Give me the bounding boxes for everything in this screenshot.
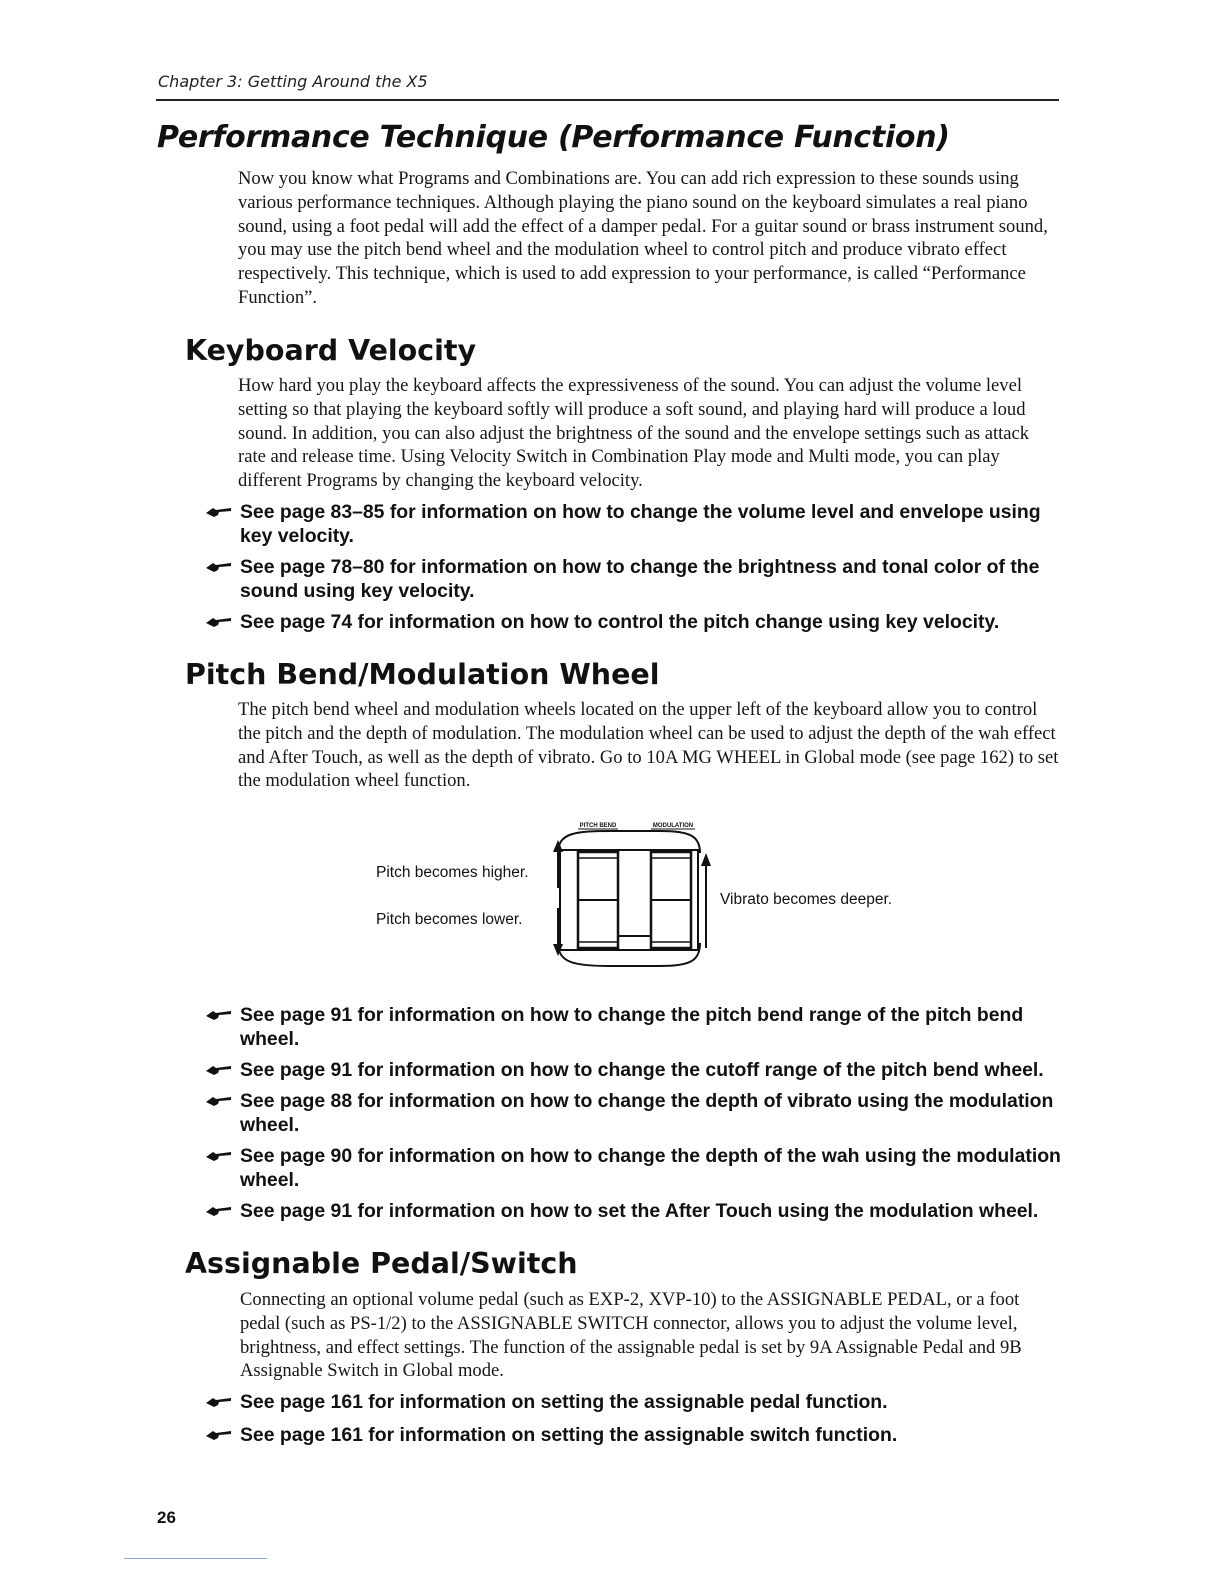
pointing-hand-icon	[205, 1201, 233, 1221]
reference-text: See page 91 for information on how to change the pitch bend range of the pitch bend wheel.	[240, 1004, 1024, 1050]
pointing-hand-icon	[205, 557, 233, 577]
reference-note	[205, 1199, 1065, 1223]
reference-note	[205, 1003, 1065, 1051]
reference-note	[205, 1423, 1065, 1447]
reference-text: See page 91 for information on how to set the After Touch using the modulation wheel.	[240, 1200, 1039, 1222]
pitch-bend-paragraph: The pitch bend wheel and modulation wheels located on the upper left of the keyboard allow you to control the pitch and the depth of modulation. The modulation wheel can be used to adjust the depth of the wah effect and After Touch, as well as the depth of vibrato. Go to 10A MG WHEEL in Global mode (see page 162) to set the modulation wheel function.	[238, 699, 1059, 792]
reference-note	[205, 1390, 1065, 1414]
pitch-higher-label: Pitch becomes higher.	[376, 864, 529, 881]
reference-text: See page 90 for information on how to change the depth of the wah using the modulation wheel.	[240, 1145, 1061, 1191]
vibrato-deeper-label: Vibrato becomes deeper.	[720, 891, 893, 908]
pointing-hand-icon	[205, 1060, 233, 1080]
intro-paragraph: Now you know what Programs and Combinations are. You can add rich expression to these sounds using various performance techniques. Although playing the piano sound on the keyboard simulates a real piano sound, using a foot pedal will add the effect of a damper pedal. For a guitar sound or brass instrument sound, you may use the pitch bend wheel and the modulation wheel to control pitch and produce vibrato effect respectively. This technique, which is used to add expression to your performance, is called “Performance Function”.	[238, 168, 1048, 308]
reference-note	[205, 610, 1065, 634]
pointing-hand-icon	[205, 502, 233, 522]
reference-text: See page 83–85 for information on how to change the volume level and envelope using key velocity.	[240, 501, 1041, 547]
reference-note	[205, 1058, 1065, 1082]
reference-note	[205, 1144, 1065, 1192]
pointing-hand-icon	[205, 1005, 233, 1025]
running-head: Chapter 3: Getting Around the X5	[158, 72, 428, 91]
footer-rule	[124, 1558, 267, 1559]
pitch-lower-label: Pitch becomes lower.	[376, 911, 523, 928]
reference-text: See page 91 for information on how to change the cutoff range of the pitch bend wheel.	[240, 1059, 1044, 1081]
reference-note	[205, 500, 1065, 548]
section-title-assignable-pedal: Assignable Pedal/Switch	[185, 1247, 578, 1280]
vibrato-arrowhead	[701, 853, 711, 866]
section-title-keyboard-velocity: Keyboard Velocity	[185, 334, 477, 367]
page-title: Performance Technique (Performance Function)	[157, 120, 950, 155]
header-rule	[156, 99, 1059, 101]
assignable-pedal-paragraph: Connecting an optional volume pedal (such as EXP-2, XVP-10) to the ASSIGNABLE PEDAL, or a foot pedal (such as PS-1/2) to the ASSIGNABLE SWITCH connector, allows you to adjust the volume level, brightness, and effect settings. The function of the assignable pedal is set by 9A Assignable Pedal and 9B Assignable Switch in Global mode.	[240, 1289, 1022, 1382]
pointing-hand-icon	[205, 1392, 233, 1412]
reference-note	[205, 1089, 1065, 1137]
pointing-hand-icon	[205, 1146, 233, 1166]
reference-text: See page 78–80 for information on how to change the brightness and tonal color of the sound using key velocity.	[240, 556, 1040, 602]
keyboard-velocity-paragraph: How hard you play the keyboard affects the expressiveness of the sound. You can adjust the volume level setting so that playing the keyboard softly will produce a soft sound, and playing hard will produce a loud sound. In addition, you can also adjust the brightness of the sound and the envelope settings such as attack rate and release time. Using Velocity Switch in Combination Play mode and Multi mode, you can play different Programs by changing the keyboard velocity.	[238, 375, 1030, 492]
reference-text: See page 161 for information on setting the assignable pedal function.	[240, 1391, 888, 1413]
pointing-hand-icon	[205, 612, 233, 632]
wheel-diagram	[360, 808, 960, 978]
reference-text: See page 88 for information on how to change the depth of vibrato using the modulation wheel.	[240, 1090, 1054, 1136]
reference-note	[205, 555, 1065, 603]
reference-text: See page 161 for information on setting the assignable switch function.	[240, 1424, 898, 1446]
pointing-hand-icon	[205, 1091, 233, 1111]
page-number: 26	[157, 1508, 176, 1527]
section-title-pitch-bend-modulation: Pitch Bend/Modulation Wheel	[185, 658, 660, 691]
modulation-label: MODULATION	[652, 823, 694, 829]
reference-text: See page 74 for information on how to control the pitch change using key velocity.	[240, 611, 1000, 633]
pitch-bend-label: PITCH BEND	[579, 823, 617, 829]
pointing-hand-icon	[205, 1425, 233, 1445]
